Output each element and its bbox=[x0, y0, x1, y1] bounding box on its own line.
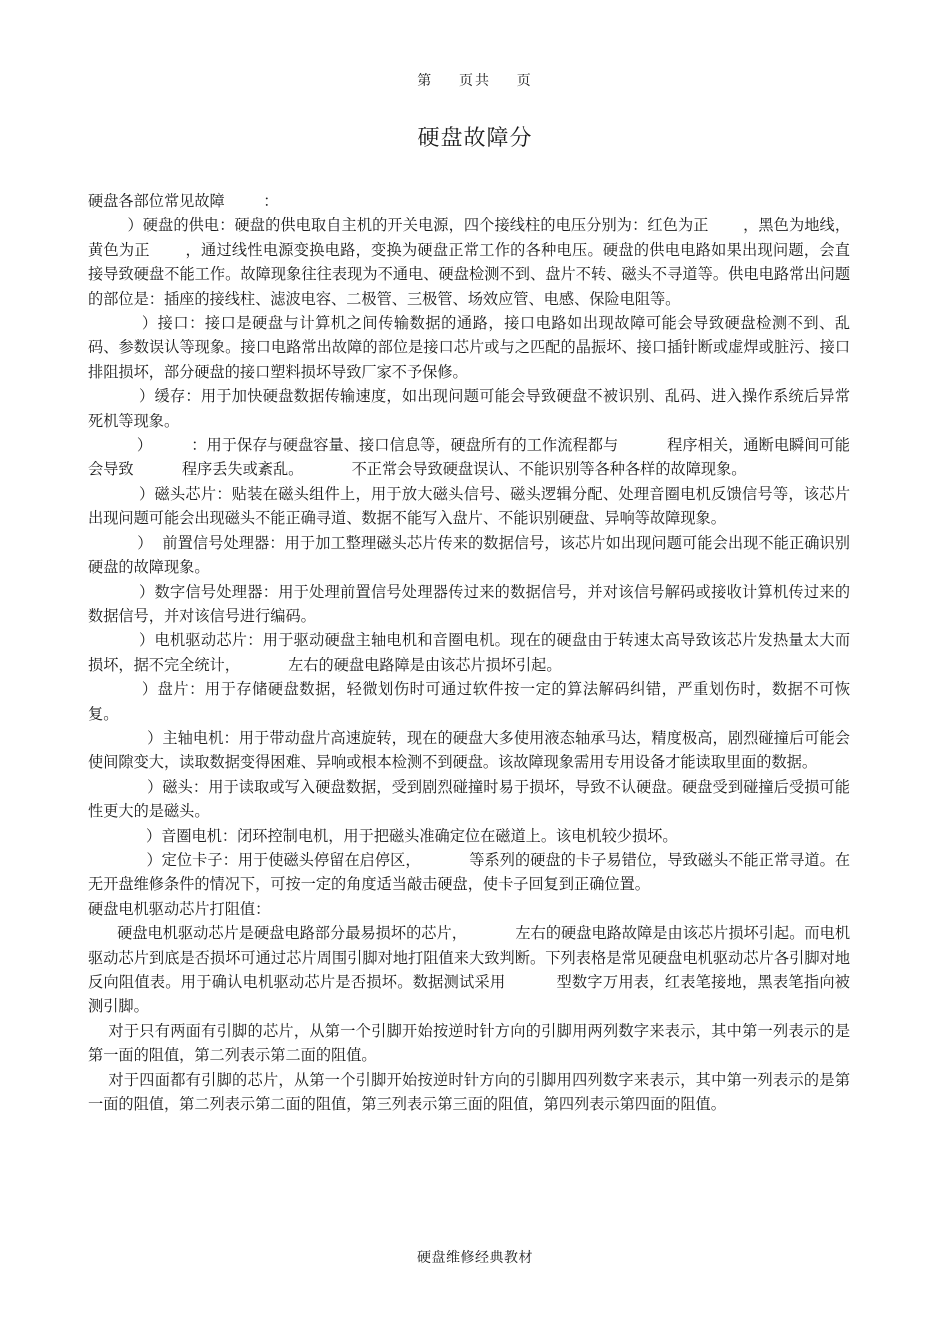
paragraph-four-sided-chip: 对于四面都有引脚的芯片，从第一个引脚开始按逆时针方向的引脚用四列数字来表示，其中第一列表示的是第一面的阻值，第二列表示第二面的阻值，第三列表示第三面的阻值，第四列表示第四面的阻值。 bbox=[88, 1070, 851, 1114]
paragraph-voice-coil: ）音圈电机：闭环控制电机，用于把磁头准确定位在磁道上。该电机较少损坏。 bbox=[88, 826, 678, 845]
paragraph-platter: ）盘片：用于存储硬盘数据，轻微划伤时可通过软件按一定的算法解码纠错，严重划伤时，数据不可恢复。 bbox=[88, 680, 851, 723]
paragraph-power-supply: ）硬盘的供电：硬盘的供电取自主机的开关电源，四个接线柱的电压分别为：红色为正 ，黑色为地线，黄色为正 ，通过线性电源变换电路，变换为硬盘正常工作的各种电压。硬盘的供电电路如果出现问题，会直接导致硬盘不能工作。故障现象往往表现为不通电、硬盘检测不到、盘片不转、磁头不寻道等。供电电路常出问题的部位是：插座的接线柱、滤波电容、二极管、三极管、场效应管、电感、保险电阻等。 bbox=[88, 216, 851, 308]
page-number-header: 第 页共 页 bbox=[417, 73, 533, 89]
paragraph-firmware: ） ：用于保存与硬盘容量、接口信息等，硬盘所有的工作流程都与 程序相关，通断电瞬间可能会导致 程序丢失或紊乱。 不正常会导致硬盘误认、不能识别等各种各样的故障现象。 bbox=[88, 436, 850, 479]
paragraph-dsp: ）数字信号处理器：用于处理前置信号处理器传过来的数据信号，并对该信号解码或接收计算机传过来的数据信号，并对该信号进行编码。 bbox=[88, 582, 851, 625]
paragraph-preamp: ） 前置信号处理器：用于加工整理磁头芯片传来的数据信号，该芯片如出现问题可能会出现不能正确识别硬盘的故障现象。 bbox=[88, 533, 850, 577]
paragraph-head: ）磁头：用于读取或写入硬盘数据，受到剧烈碰撞时易于损坏，导致不认硬盘。硬盘受到碰撞后受损可能性更大的是磁头。 bbox=[88, 777, 850, 821]
section-heading: 硬盘电机驱动芯片打阻值： bbox=[88, 899, 271, 918]
paragraph-latch: ）定位卡子：用于使磁头停留在启停区， 等系列的硬盘的卡子易错位，导致磁头不能正常寻道。在无开盘维修条件的情况下，可按一定的角度适当敲击硬盘，使卡子回复到正确位置。 bbox=[88, 850, 851, 894]
page-footer: 硬盘维修经典教材 bbox=[417, 1250, 533, 1266]
paragraph-cache: ）缓存：用于加快硬盘数据传输速度，如出现问题可能会导致硬盘不被识别、乱码、进入操作系统后异常死机等现象。 bbox=[88, 387, 851, 430]
document-body bbox=[88, 189, 850, 1116]
section-heading: 硬盘各部位常见故障 ： bbox=[88, 192, 279, 210]
paragraph-two-sided-chip: 对于只有两面有引脚的芯片，从第一个引脚开始按逆时针方向的引脚用两列数字来表示，其中第一列表示的是第一面的阻值，第二列表示第二面的阻值。 bbox=[88, 1021, 851, 1065]
paragraph-interface: ）接口：接口是硬盘与计算机之间传输数据的通路，接口电路如出现故障可能会导致硬盘检测不到、乱码、参数误认等现象。接口电路常出故障的部位是接口芯片或与之匹配的晶振坏、接口插针断或虚焊或脏污、接口排阻损坏，部分硬盘的接口塑料损坏导致厂家不予保修。 bbox=[88, 314, 851, 381]
paragraph-motor-driver: ）电机驱动芯片：用于驱动硬盘主轴电机和音圈电机。现在的硬盘由于转速太高导致该芯片发热量太大而损坏，据不完全统计， 左右的硬盘电路障是由该芯片损坏引起。 bbox=[88, 631, 851, 674]
paragraph-head-chip: ）磁头芯片：贴装在磁头组件上，用于放大磁头信号、磁头逻辑分配、处理音圈电机反馈信号等，该芯片出现问题可能会出现磁头不能正确寻道、数据不能写入盘片、不能识别硬盘、异响等故障现象。 bbox=[88, 484, 851, 528]
paragraph-resistance-intro: 硬盘电机驱动芯片是硬盘电路部分最易损坏的芯片， 左右的硬盘电路故障是由该芯片损坏引起。而电机驱动芯片到底是否损坏可通过芯片周围引脚对地打阻值来大致判断。下列表格是常见硬盘电机驱动芯片各引脚对地反向阻值表。用于确认电机驱动芯片是否损坏。数据测试采用 型数字万用表，红表笔接地，黑表笔指向被测引脚。 bbox=[88, 924, 851, 1016]
document-title: 硬盘故障分 bbox=[417, 126, 533, 151]
paragraph-spindle-motor: ）主轴电机：用于带动盘片高速旋转，现在的硬盘大多使用液态轴承马达，精度极高，剧烈碰撞后可能会使间隙变大，读取数据变得困难、异响或根本检测不到硬盘。该故障现象需用专用设备才能读取里面的数据。 bbox=[88, 728, 850, 772]
